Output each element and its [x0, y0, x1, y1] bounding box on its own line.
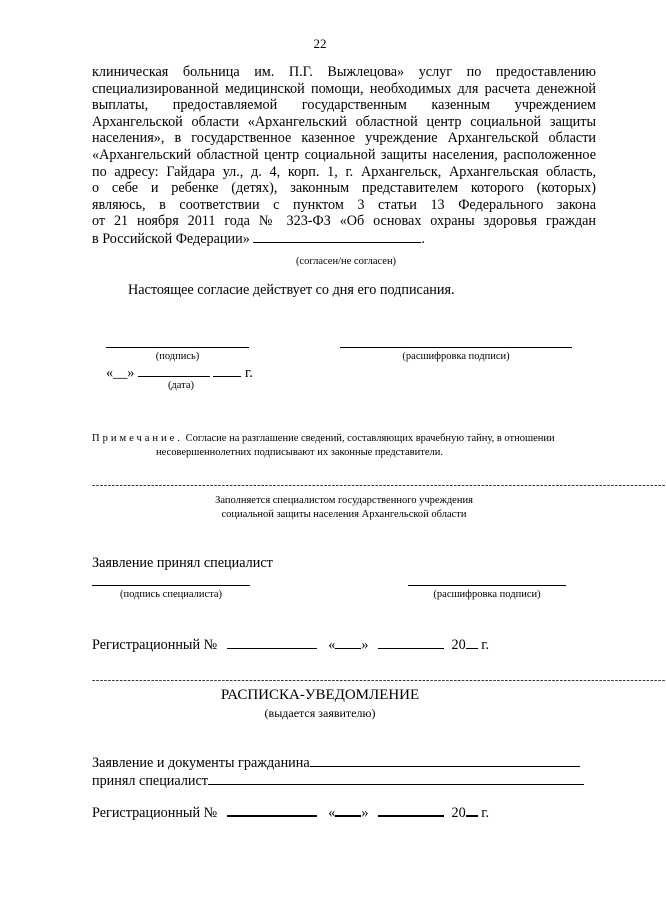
- filled-by-note: [92, 494, 596, 522]
- receipt-citizen-field[interactable]: [310, 754, 580, 767]
- quote-close: »: [361, 805, 369, 821]
- paragraph-line: специализированной медицинской помощи, необходимых для расчета денежной: [92, 80, 596, 97]
- registration-year-field[interactable]: [466, 636, 478, 649]
- receipt-docs-row1: [92, 754, 580, 772]
- specialist-decoding-line[interactable]: [408, 585, 566, 586]
- receipt-registration-day-field[interactable]: [335, 803, 361, 817]
- paragraph-line: клиническая больница им. П.Г. Выжлецова» услуг по предоставлению: [92, 64, 596, 80]
- year-prefix: 20: [451, 637, 466, 653]
- receipt-registration-number-field[interactable]: [227, 803, 317, 817]
- specialist-signature-caption: (подпись специалиста): [119, 589, 223, 600]
- decoding-caption: (расшифровка подписи): [402, 351, 510, 362]
- agree-suffix: .: [421, 230, 425, 247]
- decoding-line[interactable]: [340, 347, 572, 348]
- note-text-line2: несовершеннолетних подписывают их законные представители.: [156, 447, 443, 458]
- date-year-suffix: г.: [245, 365, 253, 381]
- quote-close: »: [361, 637, 369, 653]
- registration-day-field[interactable]: [335, 636, 361, 649]
- note-block: [92, 432, 600, 460]
- signature-line[interactable]: [106, 347, 249, 348]
- date-year-field[interactable]: [213, 364, 241, 377]
- agree-caption: (согласен/не согласен): [295, 256, 397, 267]
- year-suffix: г.: [481, 805, 490, 821]
- receipt-subtitle: (выдается заявителю): [264, 706, 376, 720]
- paragraph-line: в Российской Федерации»: [92, 230, 250, 247]
- receipt-docs-row2: [92, 772, 584, 790]
- registration-row: [92, 636, 489, 654]
- registration-month-field[interactable]: [378, 636, 444, 649]
- specialist-signature-line[interactable]: [92, 585, 250, 586]
- paragraph-line: о себе и ребенке (детях), законным представителем которого (которых): [92, 180, 596, 197]
- filled-by-line1: Заполняется специалистом государственного учреждения: [215, 495, 473, 506]
- note-label: Примечание.: [92, 433, 183, 444]
- page-number: 22: [313, 36, 327, 51]
- paragraph-line: по адресу: Гайдара ул., д. 4, корп. 1, г. Архангельск, Архангельская область,: [92, 163, 596, 180]
- specialist-decoding-caption: (расшифровка подписи): [433, 589, 541, 600]
- registration-number-field[interactable]: [227, 636, 317, 649]
- receipt-specialist-field[interactable]: [208, 772, 584, 785]
- paragraph-line: населения», в государственное казенное учреждение Архангельской области: [92, 130, 596, 147]
- date-caption: (дата): [167, 380, 195, 391]
- note-text-line1: Согласие на разглашение сведений, составляющих врачебную тайну, в отношении: [185, 433, 555, 444]
- quote-open: «: [328, 637, 336, 653]
- receipt-registration-year-field[interactable]: [466, 803, 478, 817]
- quote-open: «: [328, 805, 336, 821]
- registration-label: Регистрационный №: [92, 805, 218, 821]
- paragraph-line: от 21 ноября 2011 года № 323-ФЗ «Об основах охраны здоровья граждан: [92, 213, 596, 230]
- date-day-quote: «__»: [106, 365, 135, 381]
- year-suffix: г.: [481, 637, 490, 653]
- paragraph-line: выплаты, предоставляемой государственным казенным учреждением: [92, 97, 596, 114]
- accepted-by-label: Заявление принял специалист: [92, 555, 273, 571]
- dashed-separator: --------------------------------------------------------------------------------------------------------------------------------------------------: [92, 480, 666, 491]
- paragraph-line: Архангельской области «Архангельский областной центр социальной защиты: [92, 113, 596, 130]
- paragraph-line: «Архангельский областной центр социальной защиты населения, расположенное: [92, 146, 596, 163]
- dashed-separator: --------------------------------------------------------------------------------------------------------------------------------------------------: [92, 675, 666, 686]
- receipt-docs-line1: Заявление и документы гражданина: [92, 755, 310, 771]
- signature-caption: (подпись): [155, 351, 200, 362]
- date-month-field[interactable]: [138, 364, 210, 377]
- receipt-registration-month-field[interactable]: [378, 803, 444, 817]
- year-prefix: 20: [451, 805, 466, 821]
- registration-label: Регистрационный №: [92, 637, 218, 653]
- agree-blank-field[interactable]: [253, 230, 421, 243]
- consent-paragraph: [92, 64, 596, 248]
- validity-text: Настоящее согласие действует со дня его подписания.: [128, 282, 455, 298]
- paragraph-line: являюсь, в соответствии с пунктом 3 статьи 13 Федерального закона: [92, 196, 596, 213]
- receipt-docs-line2: принял специалист: [92, 773, 208, 789]
- receipt-title: РАСПИСКА-УВЕДОМЛЕНИЕ: [220, 687, 420, 703]
- paragraph-last-line: [92, 230, 596, 248]
- receipt-registration-row: [92, 803, 489, 822]
- filled-by-line2: социальной защиты населения Архангельской области: [221, 509, 467, 520]
